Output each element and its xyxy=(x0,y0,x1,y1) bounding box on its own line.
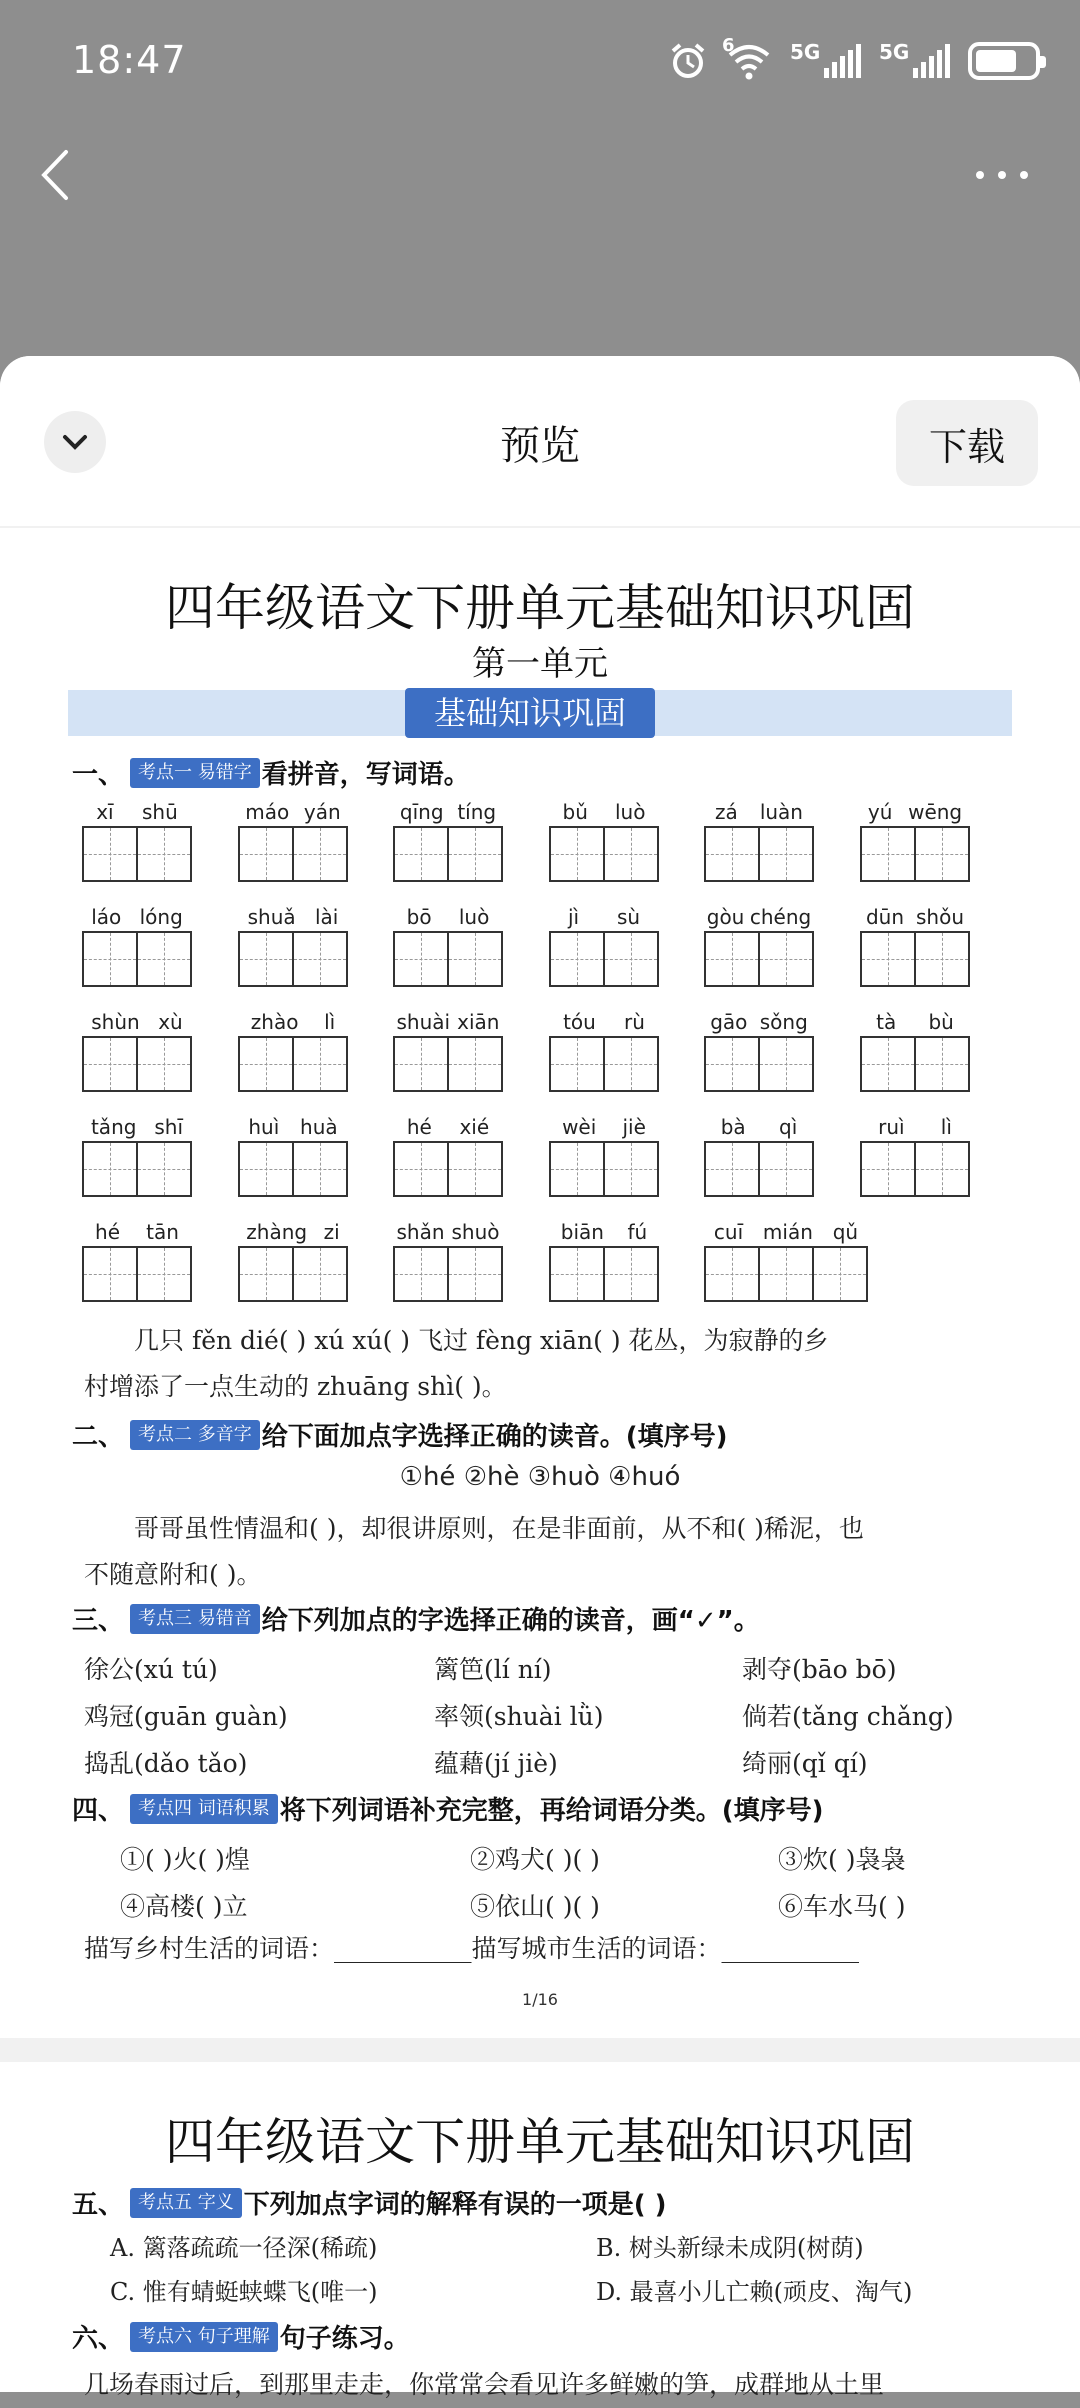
pinyin-word xyxy=(704,1218,868,1302)
pinyin-word xyxy=(82,1113,192,1197)
tianzige-box xyxy=(704,1141,760,1197)
tianzige-box xyxy=(292,1036,348,1092)
pinyin-syllable: luò xyxy=(458,905,490,929)
tianzige-box xyxy=(860,826,916,882)
tianzige-box xyxy=(82,1141,138,1197)
question-4-row xyxy=(120,1881,1040,1928)
pinyin-syllable: tíng xyxy=(457,800,497,824)
pinyin-syllable: qǔ xyxy=(832,1220,859,1244)
pinyin-label xyxy=(860,903,970,931)
pinyin-syllable: huì xyxy=(248,1115,280,1139)
tianzige-box xyxy=(603,1141,659,1197)
question-number: 五、 xyxy=(72,2190,125,2220)
pinyin-word xyxy=(549,798,659,882)
pinyin-label xyxy=(393,903,503,931)
pinyin-word xyxy=(238,903,348,987)
pinyin-word xyxy=(393,798,503,882)
pinyin-syllable: zá xyxy=(715,800,738,824)
status-time: 18:47 xyxy=(72,38,187,82)
pinyin-word xyxy=(238,1218,348,1302)
pinyin-label xyxy=(238,798,348,826)
pinyin-syllable: xiān xyxy=(457,1010,500,1034)
pinyin-label xyxy=(860,1113,970,1141)
pinyin-syllable: luàn xyxy=(759,800,803,824)
question-3-item: 鸡冠(guān guàn) xyxy=(84,1701,288,1731)
tianzige-box xyxy=(136,826,192,882)
tianzige-box xyxy=(393,1141,449,1197)
pinyin-label xyxy=(704,798,814,826)
pinyin-syllable: tóu xyxy=(563,1010,596,1034)
pinyin-word xyxy=(860,903,970,987)
tianzige-box xyxy=(704,931,760,987)
question-number: 二、 xyxy=(72,1422,125,1452)
alarm-icon xyxy=(668,41,708,81)
pinyin-syllable: shùn xyxy=(91,1010,140,1034)
pinyin-word xyxy=(704,798,814,882)
tianzige-box xyxy=(603,826,659,882)
question-6-heading xyxy=(72,2318,410,2355)
pinyin-syllable: hé xyxy=(95,1220,121,1244)
tianzige-box xyxy=(860,1141,916,1197)
tianzige-box xyxy=(82,1246,138,1302)
signal-sim1-label: 5G xyxy=(790,40,821,64)
pinyin-syllable: biān xyxy=(560,1220,604,1244)
tianzige-box xyxy=(860,931,916,987)
pinyin-syllable: bà xyxy=(720,1115,746,1139)
question-1-paragraph xyxy=(84,1318,1014,1410)
option-b: B. 树头新绿未成阴(树荫) xyxy=(596,2234,864,2262)
pinyin-label xyxy=(704,1008,814,1036)
pinyin-label xyxy=(549,798,659,826)
tianzige-box xyxy=(860,1036,916,1092)
pinyin-syllable: gāo xyxy=(710,1010,748,1034)
tianzige-box xyxy=(292,1141,348,1197)
pinyin-syllable: tà xyxy=(876,1010,897,1034)
tianzige-box xyxy=(914,931,970,987)
question-4-item: ⑤依山( )( ) xyxy=(470,1891,600,1921)
tianzige-box xyxy=(812,1246,868,1302)
paragraph-line: 哥哥虽性情温和( )，却很讲原则，在是非面前，从不和( )稀泥，也 xyxy=(134,1514,864,1543)
question-text: 给下面加点字选择正确的读音。(填序号) xyxy=(261,1422,728,1452)
pinyin-syllable: dūn xyxy=(865,905,905,929)
question-1-heading xyxy=(72,754,470,791)
question-3-grid xyxy=(84,1644,1004,1785)
question-4-grid xyxy=(120,1834,1040,1928)
tianzige-box xyxy=(136,1141,192,1197)
document-subtitle: 第一单元 xyxy=(472,644,608,684)
pinyin-syllable: tǎng xyxy=(90,1115,137,1139)
question-4-item: ④高楼( )立 xyxy=(120,1891,248,1921)
tianzige-box xyxy=(603,931,659,987)
pinyin-word xyxy=(860,798,970,882)
pinyin-word xyxy=(549,1008,659,1092)
pinyin-syllable: xù xyxy=(158,1010,183,1034)
pinyin-syllable: jiè xyxy=(622,1115,646,1139)
signal-icon-sim2 xyxy=(879,40,950,78)
document-page-2[interactable] xyxy=(0,2062,1080,2399)
tianzige-box xyxy=(914,826,970,882)
pinyin-label xyxy=(393,798,503,826)
pinyin-syllable: tān xyxy=(146,1220,179,1244)
pinyin-label xyxy=(549,1008,659,1036)
signal-icon-sim1 xyxy=(790,40,861,78)
pinyin-syllable: sù xyxy=(616,905,641,929)
topic-tag: 考点一 易错字 xyxy=(130,758,260,788)
tianzige-box xyxy=(758,826,814,882)
topic-tag: 考点二 多音字 xyxy=(130,1420,260,1450)
question-text: 看拼音，写词语。 xyxy=(261,760,470,790)
pinyin-label xyxy=(238,903,348,931)
pinyin-syllable: lì xyxy=(940,1115,952,1139)
tianzige-box xyxy=(447,931,503,987)
pinyin-syllable: yán xyxy=(303,800,341,824)
pinyin-label xyxy=(393,1113,503,1141)
document-title: 四年级语文下册单元基础知识巩固 xyxy=(165,579,915,637)
tianzige-box xyxy=(914,1036,970,1092)
pinyin-syllable: shū xyxy=(142,800,178,824)
tianzige-box xyxy=(549,1036,605,1092)
pinyin-word xyxy=(82,798,192,882)
pinyin-syllable: shī xyxy=(154,1115,184,1139)
tianzige-box xyxy=(136,1246,192,1302)
pinyin-syllable: lóng xyxy=(139,905,183,929)
question-text: 将下列词语补充完整，再给词语分类。(填序号) xyxy=(279,1796,824,1826)
question-3-item: 徐公(xú tú) xyxy=(84,1654,218,1684)
question-3-item: 倘若(tǎng chǎng) xyxy=(742,1701,954,1731)
question-3-item: 捣乱(dǎo tǎo) xyxy=(84,1748,248,1778)
tianzige-box xyxy=(292,931,348,987)
pinyin-syllable: fú xyxy=(627,1220,648,1244)
pinyin-syllable: jì xyxy=(567,905,580,929)
pinyin-syllable: qì xyxy=(779,1115,798,1139)
pinyin-syllable: shuǎ xyxy=(247,905,296,929)
tianzige-box xyxy=(393,1036,449,1092)
pinyin-word xyxy=(704,1008,814,1092)
tianzige-box xyxy=(914,1141,970,1197)
pinyin-word xyxy=(549,1218,659,1302)
tianzige-box xyxy=(238,1246,294,1302)
pinyin-label xyxy=(549,903,659,931)
question-6-partial-line: 几场春雨过后，到那里走走，你常常会看见许多鲜嫩的笋，成群地从土里 xyxy=(84,2370,885,2399)
option-c: C. 惟有蜻蜓蛱蝶飞(唯一) xyxy=(110,2278,378,2306)
tianzige-box xyxy=(603,1246,659,1302)
tianzige-box xyxy=(758,1246,814,1302)
pinyin-syllable: yú xyxy=(867,800,893,824)
status-and-nav-area xyxy=(0,0,1080,360)
pinyin-syllable: mián xyxy=(762,1220,813,1244)
pinyin-label xyxy=(82,1218,192,1246)
tianzige-box xyxy=(549,1141,605,1197)
pinyin-label xyxy=(238,1218,348,1246)
pinyin-syllable: shuài xyxy=(396,1010,451,1034)
pinyin-syllable: rù xyxy=(624,1010,645,1034)
option-a: A. 篱落疏疏一径深(稀疏) xyxy=(110,2234,378,2262)
pinyin-syllable: máo xyxy=(245,800,290,824)
tianzige-box xyxy=(447,1141,503,1197)
pinyin-syllable: shǎn xyxy=(396,1220,445,1244)
question-number: 六、 xyxy=(72,2324,125,2354)
tianzige-box xyxy=(393,826,449,882)
tianzige-box xyxy=(292,826,348,882)
tianzige-box xyxy=(447,1036,503,1092)
document-page-1[interactable] xyxy=(0,528,1080,2038)
pinyin-word xyxy=(704,1113,814,1197)
tianzige-box xyxy=(603,1036,659,1092)
question-3-item: 率领(shuài lǜ) xyxy=(434,1701,604,1731)
tianzige-box xyxy=(238,931,294,987)
pinyin-label xyxy=(549,1218,659,1246)
pinyin-word xyxy=(393,1113,503,1197)
pinyin-syllable: wèi xyxy=(562,1115,597,1139)
tianzige-box xyxy=(238,826,294,882)
pinyin-word xyxy=(238,1113,348,1197)
question-number: 三、 xyxy=(72,1606,125,1636)
pinyin-label xyxy=(393,1218,503,1246)
pinyin-syllable: shuò xyxy=(451,1220,500,1244)
pinyin-label xyxy=(82,1008,192,1036)
tianzige-box xyxy=(136,1036,192,1092)
tianzige-box xyxy=(758,1141,814,1197)
pinyin-word xyxy=(860,1113,970,1197)
question-5-heading xyxy=(72,2184,667,2221)
pinyin-word xyxy=(82,1008,192,1092)
pinyin-label xyxy=(704,903,814,931)
paragraph-line: 几只 fěn dié( ) xú xú( ) 飞过 fèng xiān( ) 花丛，为寂静的乡 xyxy=(134,1326,829,1355)
pinyin-syllable: hé xyxy=(406,1115,432,1139)
pinyin-label xyxy=(82,903,192,931)
battery-icon xyxy=(968,42,1040,80)
question-3-row xyxy=(84,1691,1004,1738)
signal-sim2-label: 5G xyxy=(879,40,910,64)
question-4-fill-line: 描写乡村生活的词语：___________描写城市生活的词语：___________ xyxy=(84,1934,860,1963)
pinyin-syllable: huà xyxy=(300,1115,338,1139)
pinyin-label xyxy=(860,798,970,826)
question-number: 一、 xyxy=(72,760,125,790)
pinyin-label xyxy=(393,1008,503,1036)
question-4-item: ①( )火( )煌 xyxy=(120,1844,250,1874)
pinyin-syllable: lài xyxy=(314,905,339,929)
preview-sheet xyxy=(0,356,1080,2399)
tianzige-box xyxy=(549,931,605,987)
pinyin-syllable: zhàng xyxy=(246,1220,308,1244)
pinyin-word xyxy=(393,1218,503,1302)
pinyin-syllable: láo xyxy=(91,905,122,929)
tianzige-box xyxy=(704,1036,760,1092)
topic-tag: 考点三 易错音 xyxy=(130,1604,260,1634)
pinyin-syllable: lì xyxy=(324,1010,336,1034)
pinyin-syllable: bù xyxy=(928,1010,954,1034)
download-button[interactable]: 下载 xyxy=(896,400,1038,486)
tianzige-box xyxy=(549,1246,605,1302)
question-4-row xyxy=(120,1834,1040,1881)
question-3-item: 绮丽(qǐ qí) xyxy=(742,1748,868,1778)
tianzige-box xyxy=(758,931,814,987)
question-3-item: 篱笆(lí ní) xyxy=(434,1654,552,1684)
wifi-label: 6 xyxy=(722,35,735,56)
pinyin-label xyxy=(704,1113,814,1141)
back-arrow-icon[interactable] xyxy=(30,140,80,210)
tianzige-box xyxy=(549,826,605,882)
pinyin-syllable: cuī xyxy=(713,1220,744,1244)
question-text: 给下列加点的字选择正确的读音，画“✓”。 xyxy=(261,1606,760,1636)
pinyin-word xyxy=(704,903,814,987)
pinyin-syllable: qīng xyxy=(399,800,444,824)
document-title: 四年级语文下册单元基础知识巩固 xyxy=(165,2113,915,2171)
question-4-item: ⑥车水马( ) xyxy=(778,1891,906,1921)
pinyin-syllable: chéng xyxy=(749,905,812,929)
pinyin-label xyxy=(238,1113,348,1141)
pinyin-syllable: ruì xyxy=(878,1115,905,1139)
sheet-header xyxy=(0,356,1080,526)
wifi-icon xyxy=(722,35,772,81)
pinyin-syllable: bǔ xyxy=(562,800,588,824)
pinyin-syllable: luò xyxy=(614,800,646,824)
tianzige-box xyxy=(393,1246,449,1302)
tianzige-box xyxy=(393,931,449,987)
tianzige-box xyxy=(82,931,138,987)
option-d: D. 最喜小儿亡赖(顽皮、淘气) xyxy=(596,2278,913,2306)
question-3-row xyxy=(84,1738,1004,1785)
tianzige-box xyxy=(704,1246,760,1302)
pinyin-word xyxy=(238,798,348,882)
pinyin-syllable: wēng xyxy=(908,800,963,824)
paragraph-line: 村增添了一点生动的 zhuāng shì( )。 xyxy=(84,1372,507,1401)
pinyin-word xyxy=(393,1008,503,1092)
page-number: 1/16 xyxy=(522,1990,558,2009)
tianzige-box xyxy=(82,826,138,882)
question-2-options: ①hé ②hè ③huò ④huó xyxy=(399,1462,681,1492)
pinyin-word xyxy=(82,903,192,987)
pinyin-syllable: zi xyxy=(323,1220,340,1244)
pinyin-syllable: bō xyxy=(406,905,432,929)
tianzige-box xyxy=(292,1246,348,1302)
pinyin-word xyxy=(238,1008,348,1092)
pinyin-syllable: sǒng xyxy=(759,1010,808,1034)
question-3-row xyxy=(84,1644,1004,1691)
pinyin-word xyxy=(860,1008,970,1092)
question-text: 下列加点字词的解释有误的一项是( ) xyxy=(243,2190,667,2220)
status-icons xyxy=(668,35,1040,84)
question-text: 句子练习。 xyxy=(279,2324,410,2354)
pinyin-syllable: xié xyxy=(459,1115,490,1139)
question-number: 四、 xyxy=(72,1796,125,1826)
section-banner-label: 基础知识巩固 xyxy=(405,688,655,738)
question-4-heading xyxy=(72,1790,824,1827)
topic-tag: 考点六 句子理解 xyxy=(130,2322,278,2352)
question-3-item: 剥夺(bāo bō) xyxy=(742,1654,897,1684)
pinyin-label xyxy=(238,1008,348,1036)
tianzige-box xyxy=(447,826,503,882)
pinyin-label xyxy=(549,1113,659,1141)
question-2-heading xyxy=(72,1416,728,1453)
pinyin-label xyxy=(82,798,192,826)
topic-tag: 考点四 词语积累 xyxy=(130,1794,278,1824)
tianzige-box xyxy=(447,1246,503,1302)
question-4-item: ②鸡犬( )( ) xyxy=(470,1844,600,1874)
pinyin-label xyxy=(82,1113,192,1141)
pinyin-word xyxy=(549,1113,659,1197)
question-4-item: ③炊( )袅袅 xyxy=(778,1844,906,1874)
question-3-heading xyxy=(72,1600,760,1637)
pinyin-label xyxy=(704,1218,868,1246)
pinyin-syllable: gòu xyxy=(706,905,745,929)
question-3-item: 蕴藉(jí jiè) xyxy=(434,1748,558,1778)
tianzige-box xyxy=(238,1036,294,1092)
pinyin-word xyxy=(82,1218,192,1302)
sheet-title: 预览 xyxy=(500,423,580,469)
pinyin-word xyxy=(549,903,659,987)
tianzige-box xyxy=(82,1036,138,1092)
tianzige-box xyxy=(238,1141,294,1197)
pinyin-syllable: xī xyxy=(96,800,114,824)
pinyin-label xyxy=(860,1008,970,1036)
tianzige-box xyxy=(136,931,192,987)
tianzige-box xyxy=(704,826,760,882)
more-options-icon[interactable] xyxy=(972,160,1032,190)
pinyin-syllable: zhào xyxy=(250,1010,299,1034)
topic-tag: 考点五 字义 xyxy=(130,2188,242,2218)
question-2-paragraph xyxy=(84,1506,1014,1598)
pinyin-word xyxy=(393,903,503,987)
tianzige-box xyxy=(758,1036,814,1092)
pinyin-syllable: shǒu xyxy=(916,905,965,929)
paragraph-line: 不随意附和( )。 xyxy=(84,1560,262,1589)
